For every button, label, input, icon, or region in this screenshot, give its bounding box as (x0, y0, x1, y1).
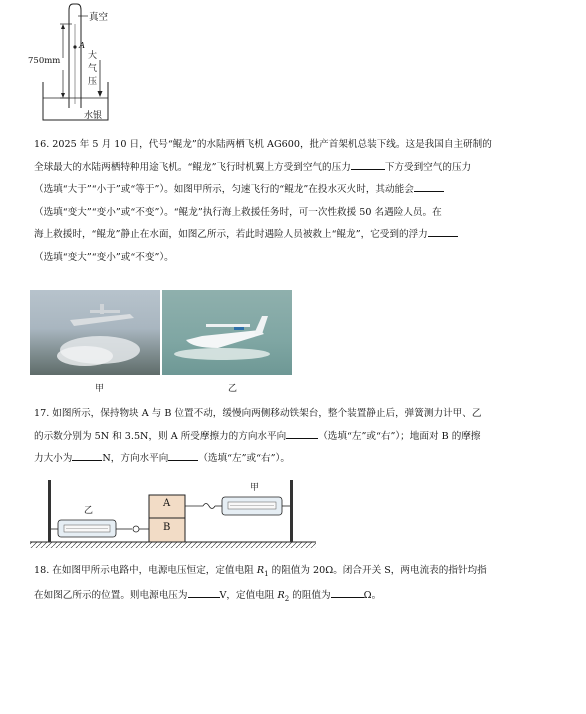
q16-line4: （选填“变大”“变小”或“不变”）。“鲲龙”执行海上救援任务时，可一次性救援 50 名遇险人员。在 (34, 206, 442, 218)
answer-blank-q17-2[interactable] (72, 449, 102, 461)
caption-jia: 甲 (95, 384, 105, 394)
q18-line2: 在如图乙所示的位置。则电源电压为 V，定值电阻 $R_2$ 的阻值为 Ω。 (34, 585, 556, 610)
block-a-label: A (163, 498, 171, 509)
answer-blank-q18-2[interactable] (331, 586, 364, 598)
answer-blank-q18-1[interactable] (188, 586, 220, 598)
q16-line2: 全球最大的水陆两栖特种用途飞机。“鲲龙”飞行时机翼上方受到空气的压力 下方受到空气的压力 (34, 157, 556, 180)
question-16 (34, 134, 556, 269)
question-17 (34, 403, 556, 471)
answer-blank-q17-1[interactable] (286, 427, 318, 439)
q16-line6: （选填“变大”“变小”或“不变”）。 (34, 251, 174, 263)
photo-yi-on-water (162, 290, 292, 375)
photo-jia-firefighting (30, 290, 160, 375)
q16-line5: 海上救援时，“鲲龙”静止在水面，如图乙所示，若此时遇险人员被救上“鲲龙”，它受到的浮力 (34, 224, 556, 247)
left-stand (48, 480, 51, 542)
q17-line1: 17. 如图所示，保持物块 A 与 B 位置不动，缓慢向两侧移动铁架台，整个装置静止后，弹簧测力计甲、乙 (34, 408, 482, 419)
point-a-dot (73, 45, 76, 48)
height-label: 750mm (28, 56, 61, 66)
q18-line1: 18. 在如图甲所示电路中，电源电压恒定，定值电阻 $R_1$ 的阻值为 20Ω。闭合开关 S，两电流表的指针均指 (34, 565, 487, 578)
point-a-label: A (79, 41, 86, 51)
vacuum-label: 真空 (89, 12, 109, 23)
q17-line2: 的示数分别为 5N 和 3.5N，则 A 所受摩擦力的方向水平向 （选填“左”或“右”）；地面对 B 的摩擦 (34, 426, 556, 449)
meter-jia-label: 甲 (250, 483, 260, 493)
friction-apparatus-diagram (28, 476, 318, 552)
q16-line1: 16. 2025 年 5 月 10 日，代号“鲲龙”的水陆两栖飞机 AG600，批产首架机总装下线。这是我国自主研制的 (34, 139, 492, 150)
q16-line3: （选填“大于”“小于”或“等于”）。如图甲所示，匀速飞行的“鲲龙”在投水灭火时，其动能会 (34, 179, 556, 202)
block-b-label: B (163, 522, 171, 533)
mercury-label: 水银 (84, 111, 103, 121)
q17-line3: 力大小为 N，方向水平向 （选填“左”或“右”）。 (34, 448, 556, 471)
right-stand (290, 480, 293, 542)
question-18 (34, 560, 556, 611)
answer-blank-q16-2[interactable] (414, 180, 444, 192)
pressure-label: 大气压 (88, 51, 98, 87)
meter-yi-label: 乙 (84, 506, 94, 516)
answer-blank-q17-3[interactable] (168, 449, 198, 461)
caption-yi: 乙 (228, 384, 238, 394)
answer-blank-q16-3[interactable] (428, 225, 458, 237)
answer-blank-q16-1[interactable] (351, 158, 385, 170)
